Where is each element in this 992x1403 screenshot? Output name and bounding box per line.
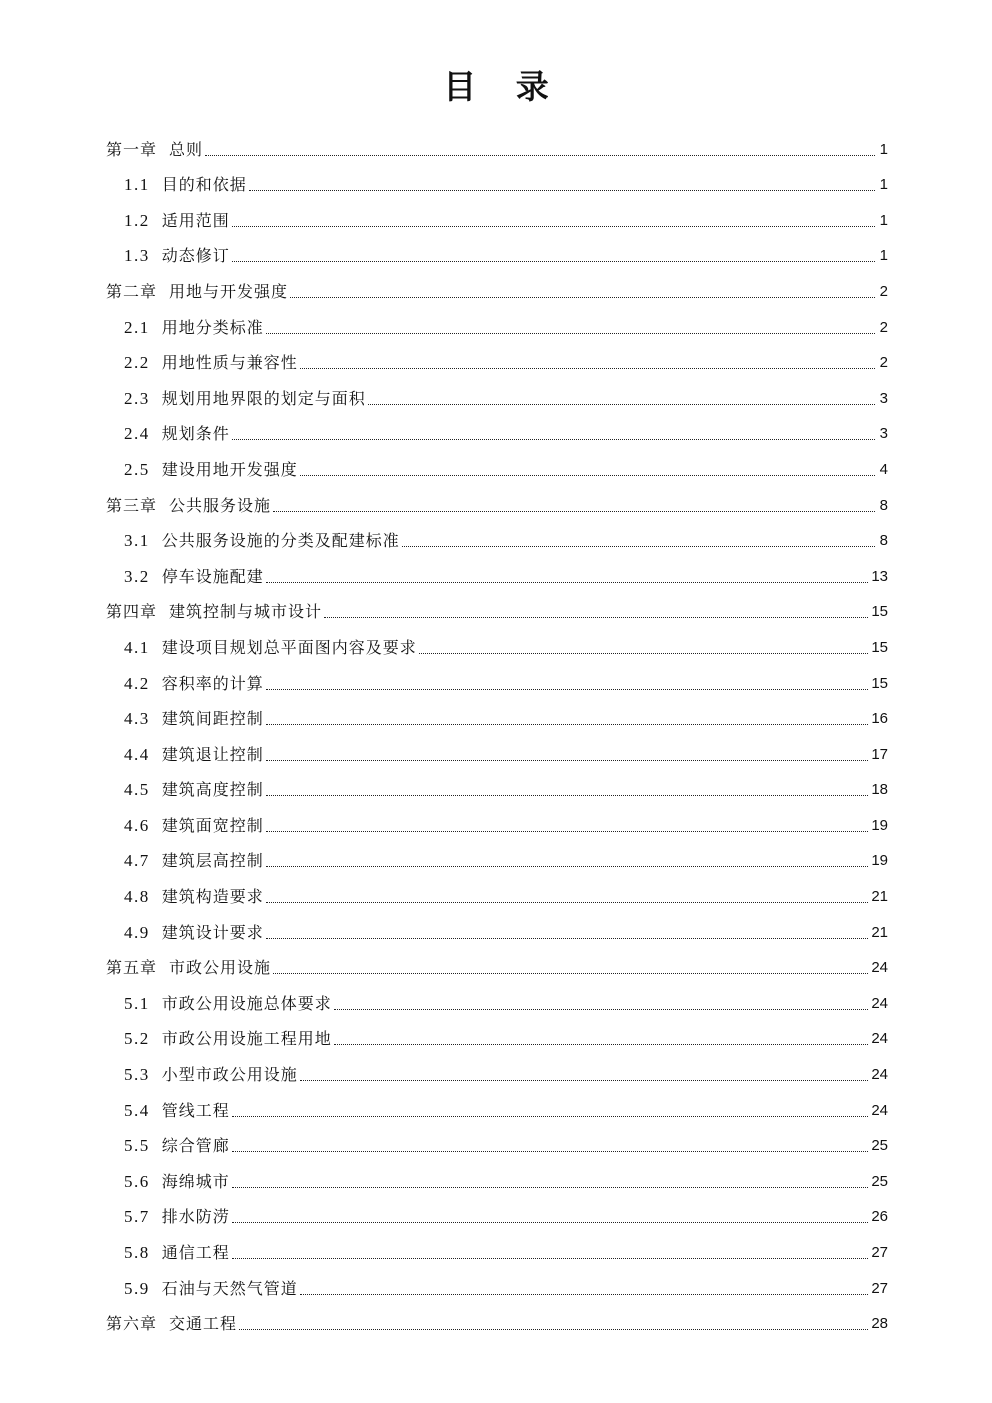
toc-entry-number: 5.5 — [124, 1136, 150, 1156]
toc-entry-page-number: 1 — [879, 247, 888, 265]
toc-entry-label: 海绵城市 — [161, 1171, 230, 1191]
toc-entry-number: 第四章 — [106, 602, 158, 622]
toc-entry-number: 5.1 — [124, 993, 150, 1013]
toc-chapter-entry[interactable] — [106, 480, 888, 516]
toc-chapter-entry[interactable] — [106, 943, 888, 979]
toc-section-entry[interactable] — [106, 160, 888, 196]
table-of-contents — [106, 124, 888, 1334]
toc-entry-number: 5.2 — [124, 1029, 150, 1049]
toc-entry-page-number: 27 — [871, 1279, 888, 1297]
toc-entry-page-number: 2 — [879, 282, 888, 300]
toc-entry-label: 用地性质与兼容性 — [161, 353, 298, 373]
toc-entry-page-number: 8 — [879, 532, 888, 550]
toc-entry-label: 市政公用设施总体要求 — [161, 993, 332, 1013]
toc-entry-label: 建设用地开发强度 — [161, 459, 298, 479]
toc-entry-label: 公共服务设施的分类及配建标准 — [161, 531, 400, 551]
dot-leader — [239, 1329, 868, 1330]
toc-section-entry[interactable] — [106, 195, 888, 231]
toc-section-entry[interactable] — [106, 1192, 888, 1228]
toc-entry-number: 2.2 — [124, 353, 150, 373]
toc-entry-label: 适用范围 — [161, 210, 230, 230]
toc-section-entry[interactable] — [106, 1121, 888, 1157]
toc-chapter-entry[interactable] — [106, 124, 888, 160]
toc-section-entry[interactable] — [106, 1156, 888, 1192]
toc-entry-page-number: 2 — [879, 354, 888, 372]
toc-entry-number: 4.3 — [124, 709, 150, 729]
toc-section-entry[interactable] — [106, 1049, 888, 1085]
toc-entry-label: 容积率的计算 — [161, 673, 264, 693]
toc-chapter-entry[interactable] — [106, 1299, 888, 1335]
toc-entry-page-number: 1 — [879, 140, 888, 158]
dot-leader — [300, 368, 875, 369]
toc-chapter-entry[interactable] — [106, 266, 888, 302]
dot-leader — [300, 1080, 869, 1081]
dot-leader — [300, 475, 875, 476]
toc-entry-label: 建筑间距控制 — [161, 709, 264, 729]
toc-section-entry[interactable] — [106, 302, 888, 338]
toc-entry-label: 公共服务设施 — [169, 495, 272, 515]
toc-entry-number: 3.1 — [124, 531, 150, 551]
toc-entry-page-number: 24 — [871, 1101, 888, 1119]
toc-entry-page-number: 24 — [871, 994, 888, 1012]
toc-entry-number: 4.7 — [124, 851, 150, 871]
toc-section-entry[interactable] — [106, 871, 888, 907]
toc-entry-number: 4.2 — [124, 673, 150, 693]
toc-entry-label: 停车设施配建 — [161, 566, 264, 586]
dot-leader — [232, 1187, 869, 1188]
dot-leader — [402, 546, 875, 547]
toc-entry-page-number: 1 — [879, 176, 888, 194]
dot-leader — [324, 617, 868, 618]
toc-entry-label: 总则 — [169, 139, 204, 159]
toc-section-entry[interactable] — [106, 551, 888, 587]
toc-entry-number: 4.8 — [124, 887, 150, 907]
toc-entry-number: 5.3 — [124, 1065, 150, 1085]
toc-section-entry[interactable] — [106, 658, 888, 694]
toc-entry-page-number: 21 — [871, 888, 888, 906]
toc-entry-page-number: 24 — [871, 1066, 888, 1084]
toc-entry-page-number: 13 — [871, 567, 888, 585]
toc-section-entry[interactable] — [106, 836, 888, 872]
dot-leader — [266, 760, 869, 761]
toc-entry-number: 2.5 — [124, 459, 150, 479]
toc-entry-label: 规划条件 — [161, 424, 230, 444]
toc-entry-label: 用地分类标准 — [161, 317, 264, 337]
dot-leader — [290, 297, 875, 298]
toc-entry-page-number: 25 — [871, 1137, 888, 1155]
toc-entry-label: 建筑退让控制 — [161, 744, 264, 764]
toc-section-entry[interactable] — [106, 622, 888, 658]
dot-leader — [419, 653, 869, 654]
toc-entry-number: 3.2 — [124, 566, 150, 586]
toc-entry-page-number: 24 — [871, 1030, 888, 1048]
toc-entry-page-number: 16 — [871, 710, 888, 728]
toc-section-entry[interactable] — [106, 409, 888, 445]
toc-entry-number: 5.9 — [124, 1278, 150, 1298]
toc-entry-number: 5.7 — [124, 1207, 150, 1227]
dot-leader — [232, 1222, 869, 1223]
toc-entry-number: 第三章 — [106, 495, 158, 515]
dot-leader — [249, 190, 875, 191]
dot-leader — [266, 689, 869, 690]
toc-entry-label: 建筑设计要求 — [161, 922, 264, 942]
toc-entry-number: 4.9 — [124, 922, 150, 942]
toc-section-entry[interactable] — [106, 729, 888, 765]
toc-entry-page-number: 21 — [871, 923, 888, 941]
toc-entry-number: 第二章 — [106, 281, 158, 301]
toc-entry-label: 排水防涝 — [161, 1207, 230, 1227]
toc-section-entry[interactable] — [106, 800, 888, 836]
toc-entry-label: 交通工程 — [169, 1314, 238, 1334]
toc-entry-label: 目的和依据 — [161, 175, 247, 195]
dot-leader — [334, 1009, 869, 1010]
toc-entry-label: 规划用地界限的划定与面积 — [161, 388, 366, 408]
toc-entry-page-number: 2 — [879, 318, 888, 336]
toc-entry-page-number: 28 — [871, 1315, 888, 1333]
toc-entry-label: 市政公用设施工程用地 — [161, 1029, 332, 1049]
toc-entry-label: 小型市政公用设施 — [161, 1065, 298, 1085]
toc-entry-page-number: 3 — [879, 389, 888, 407]
toc-entry-number: 2.4 — [124, 424, 150, 444]
toc-entry-page-number: 15 — [871, 603, 888, 621]
toc-entry-page-number: 27 — [871, 1244, 888, 1261]
toc-entry-number: 5.8 — [124, 1243, 150, 1262]
dot-leader — [273, 511, 875, 512]
toc-chapter-entry[interactable] — [106, 587, 888, 623]
toc-entry-number: 2.1 — [124, 317, 150, 337]
toc-entry-number: 4.1 — [124, 637, 150, 657]
toc-entry-page-number: 19 — [871, 816, 888, 834]
toc-section-entry[interactable] — [106, 1227, 888, 1263]
dot-leader — [205, 155, 875, 156]
toc-section-entry[interactable] — [106, 444, 888, 480]
dot-leader — [266, 866, 869, 867]
toc-section-entry[interactable] — [106, 1263, 888, 1299]
toc-entry-label: 通信工程 — [161, 1243, 230, 1262]
toc-entry-label: 建筑面宽控制 — [161, 815, 264, 835]
toc-section-entry[interactable] — [106, 231, 888, 267]
toc-entry-number: 4.6 — [124, 815, 150, 835]
toc-section-entry[interactable] — [106, 1085, 888, 1121]
toc-entry-number: 第六章 — [106, 1314, 158, 1334]
dot-leader — [232, 1258, 869, 1259]
toc-entry-number: 1.3 — [124, 246, 150, 266]
toc-entry-label: 市政公用设施 — [169, 958, 272, 978]
toc-section-entry[interactable] — [106, 978, 888, 1014]
toc-section-entry[interactable] — [106, 694, 888, 730]
toc-section-entry[interactable] — [106, 373, 888, 409]
toc-entry-page-number: 19 — [871, 852, 888, 870]
toc-entry-page-number: 18 — [871, 781, 888, 799]
toc-entry-label: 综合管廊 — [161, 1136, 230, 1156]
toc-entry-label: 建设项目规划总平面图内容及要求 — [161, 637, 417, 657]
dot-leader — [266, 333, 875, 334]
toc-entry-page-number: 8 — [879, 496, 888, 514]
dot-leader — [266, 938, 869, 939]
page-title: 目 录 — [443, 67, 563, 106]
toc-entry-number: 第五章 — [106, 958, 158, 978]
toc-entry-label: 建筑控制与城市设计 — [169, 602, 323, 622]
dot-leader — [368, 404, 875, 405]
toc-section-entry[interactable] — [106, 1014, 888, 1050]
toc-entry-label: 建筑构造要求 — [161, 887, 264, 907]
toc-entry-page-number: 1 — [879, 211, 888, 229]
toc-section-entry[interactable] — [106, 338, 888, 374]
toc-entry-page-number: 24 — [871, 959, 888, 977]
dot-leader — [266, 724, 869, 725]
dot-leader — [266, 831, 869, 832]
dot-leader — [266, 795, 869, 796]
dot-leader — [232, 439, 875, 440]
dot-leader — [334, 1044, 869, 1045]
toc-entry-number: 5.6 — [124, 1171, 150, 1191]
dot-leader — [232, 226, 875, 227]
toc-section-entry[interactable] — [106, 907, 888, 943]
dot-leader — [232, 261, 875, 262]
toc-entry-label: 动态修订 — [161, 246, 230, 266]
dot-leader — [266, 582, 869, 583]
toc-entry-label: 建筑层高控制 — [161, 851, 264, 871]
toc-entry-number: 4.5 — [124, 780, 150, 800]
toc-entry-page-number: 25 — [871, 1172, 888, 1190]
toc-section-entry[interactable] — [106, 516, 888, 552]
toc-entry-label: 石油与天然气管道 — [161, 1278, 298, 1298]
toc-entry-page-number: 3 — [879, 425, 888, 443]
toc-entry-page-number: 26 — [871, 1208, 888, 1226]
toc-entry-number: 2.3 — [124, 388, 150, 408]
dot-leader — [273, 973, 868, 974]
toc-entry-label: 用地与开发强度 — [169, 281, 289, 301]
dot-leader — [232, 1116, 869, 1117]
toc-entry-page-number: 17 — [871, 745, 888, 763]
toc-entry-label: 管线工程 — [161, 1100, 230, 1120]
dot-leader — [266, 902, 869, 903]
toc-entry-number: 4.4 — [124, 744, 150, 764]
toc-entry-page-number: 15 — [871, 674, 888, 692]
toc-entry-label: 建筑高度控制 — [161, 780, 264, 800]
toc-entry-number: 5.4 — [124, 1100, 150, 1120]
toc-entry-page-number: 4 — [879, 460, 888, 478]
toc-entry-number: 1.1 — [124, 175, 150, 195]
toc-section-entry[interactable] — [106, 765, 888, 801]
dot-leader — [232, 1151, 869, 1152]
dot-leader — [300, 1294, 869, 1295]
toc-entry-number: 第一章 — [106, 139, 158, 159]
toc-entry-number: 1.2 — [124, 210, 150, 230]
toc-entry-page-number: 15 — [871, 638, 888, 656]
